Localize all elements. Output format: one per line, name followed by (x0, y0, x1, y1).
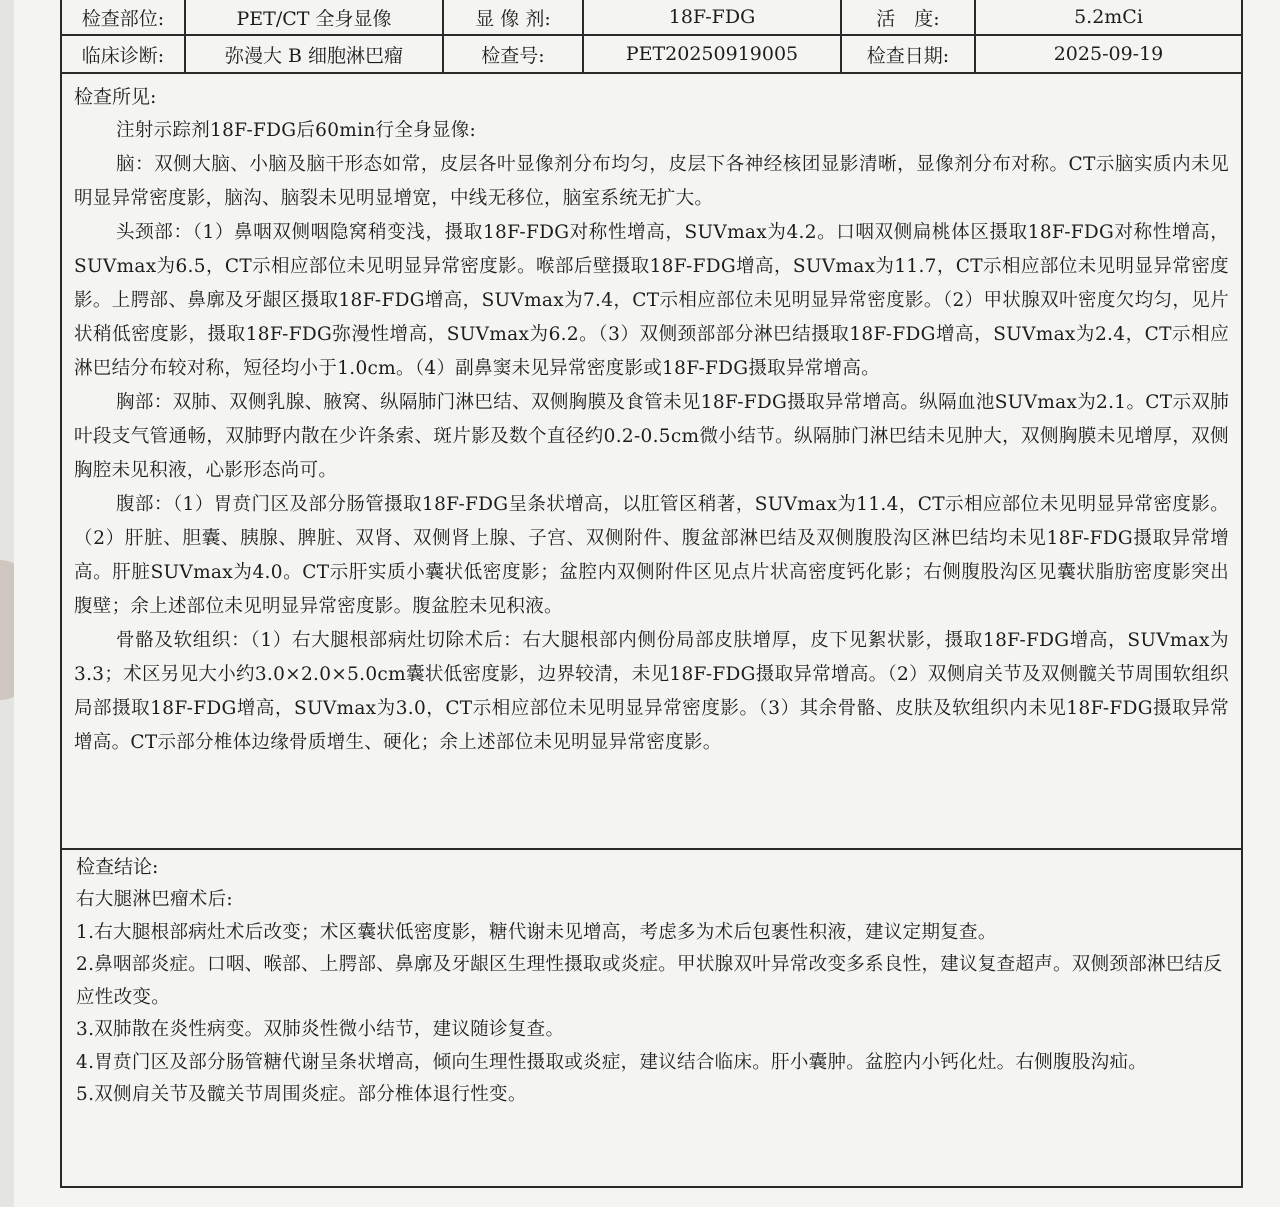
findings-intro: 注射示踪剂18F-FDG后60min行全身显像: (116, 120, 477, 141)
exam-number-value: PET20250919005 (584, 36, 842, 72)
activity-value: 5.2mCi (1074, 6, 1143, 28)
exam-date-label: 检查日期: (842, 36, 976, 72)
findings-section (62, 74, 1241, 850)
findings-head-neck: 头颈部：（1）鼻咽双侧咽隐窝稍变浅，摄取18F-FDG对称性增高，SUVmax为4.2。口咽双侧扁桃体区摄取18F-FDG对称性增高，SUVmax为6.5，CT示相应部位未见明显异常密度影。喉部后壁摄取18F-FDG增高，SUVmax为11.7，CT示相应部位未见明显异常密度影。上腭部、鼻廓及牙龈区摄取18F-FDG增高，SUVmax为7.4，CT示相应部位未见明显异常密度影。（2）甲状腺双叶密度欠均匀，见片状稍低密度影，摄取18F-FDG弥漫性增高，SUVmax为6.2。（3）双侧颈部部分淋巴结摄取18F-FDG增高，SUVmax为2.4，CT示相应淋巴结分布较对称，短径均小于1.0cm。（4）副鼻窦未见异常密度影或18F-FDG摄取异常增高。 (74, 222, 1229, 379)
conclusion-intro: 右大腿淋巴瘤术后: (76, 889, 233, 910)
exam-site-label: 检查部位: (62, 0, 186, 34)
findings-chest: 胸部：双肺、双侧乳腺、腋窝、纵隔肺门淋巴结、双侧胸膜及食管未见18F-FDG摄取异常增高。纵隔血池SUVmax为2.1。CT示双肺叶段支气管通畅，双肺野内散在少许条索、斑片影及数个直径约0.2-0.5cm微小结节。纵隔肺门淋巴结未见肿大，双侧胸膜未见增厚，双侧胸腔未见积液，心影形态尚可。 (74, 392, 1229, 481)
tracer-label: 显 像 剂: (444, 0, 584, 34)
conclusion-title: 检查结论: (76, 856, 159, 878)
conclusion-section (62, 850, 1241, 1188)
report-paper (14, 0, 1280, 1207)
findings-title: 检查所见: (74, 86, 157, 108)
conclusion-item: 2.鼻咽部炎症。口咽、喉部、上腭部、鼻廓及牙龈区生理性摄取或炎症。甲状腺双叶异常改变多系良性，建议复查超声。双侧颈部淋巴结反应性改变。 (76, 954, 1223, 1008)
conclusion-item: 5.双侧肩关节及髋关节周围炎症。部分椎体退行性变。 (76, 1084, 527, 1105)
report-form (60, 0, 1243, 1188)
findings-brain: 脑：双侧大脑、小脑及脑干形态如常，皮层各叶显像剂分布均匀，皮层下各神经核团显影清晰，显像剂分布对称。CT示脑实质内未见明显异常密度影，脑沟、脑裂未见明显增宽，中线无移位，脑室系统无扩大。 (74, 154, 1229, 209)
activity-label: 活 度: (842, 0, 976, 34)
exam-date-value: 2025-09-19 (1053, 43, 1164, 65)
conclusion-item: 4.胃贲门区及部分肠管糖代谢呈条状增高，倾向生理性摄取或炎症，建议结合临床。肝小囊肿。盆腔内小钙化灶。右侧腹股沟疝。 (76, 1051, 1148, 1073)
diagnosis-label: 临床诊断: (62, 36, 186, 72)
tracer-value: 18F-FDG (584, 0, 842, 34)
exam-number-label: 检查号: (444, 36, 584, 72)
header-row-2 (62, 36, 1241, 74)
findings-bone-soft-tissue: 骨骼及软组织：（1）右大腿根部病灶切除术后：右大腿根部内侧份局部皮肤增厚，皮下见絮状影，摄取18F-FDG增高，SUVmax为3.3；术区另见大小约3.0×2.0×5.0cm囊状低密度影，边界较清，未见18F-FDG摄取异常增高。（2）双侧肩关节及双侧髋关节周围软组织局部摄取18F-FDG增高，SUVmax为3.0，CT示相应部位未见明显异常密度影。（3）其余骨骼、皮肤及软组织内未见18F-FDG摄取异常增高。CT示部分椎体边缘骨质增生、硬化；余上述部位未见明显异常密度影。 (74, 630, 1229, 753)
diagnosis-value: 弥漫大 B 细胞淋巴瘤 (186, 36, 444, 72)
exam-site-value: PET/CT 全身显像 (186, 0, 444, 34)
findings-abdomen: 腹部：（1）胃贲门区及部分肠管摄取18F-FDG呈条状增高，以肛管区稍著，SUVmax为11.4，CT示相应部位未见明显异常密度影。（2）肝脏、胆囊、胰腺、脾脏、双肾、双侧肾上腺、子宫、双侧附件、腹盆部淋巴结及双侧腹股沟区淋巴结均未见18F-FDG摄取异常增高。肝脏SUVmax为4.0。CT示肝实质小囊状低密度影；盆腔内双侧附件区见点片状高密度钙化影；右侧腹股沟区见囊状脂肪密度影突出腹壁；余上述部位未见明显异常密度影。腹盆腔未见积液。 (74, 494, 1229, 617)
conclusion-item: 1.右大腿根部病灶术后改变；术区囊状低密度影，糖代谢未见增高，考虑多为术后包裹性积液，建议定期复查。 (76, 921, 997, 943)
conclusion-item: 3.双肺散在炎性病变。双肺炎性微小结节，建议随诊复查。 (76, 1019, 565, 1040)
header-row-1 (62, 0, 1241, 36)
